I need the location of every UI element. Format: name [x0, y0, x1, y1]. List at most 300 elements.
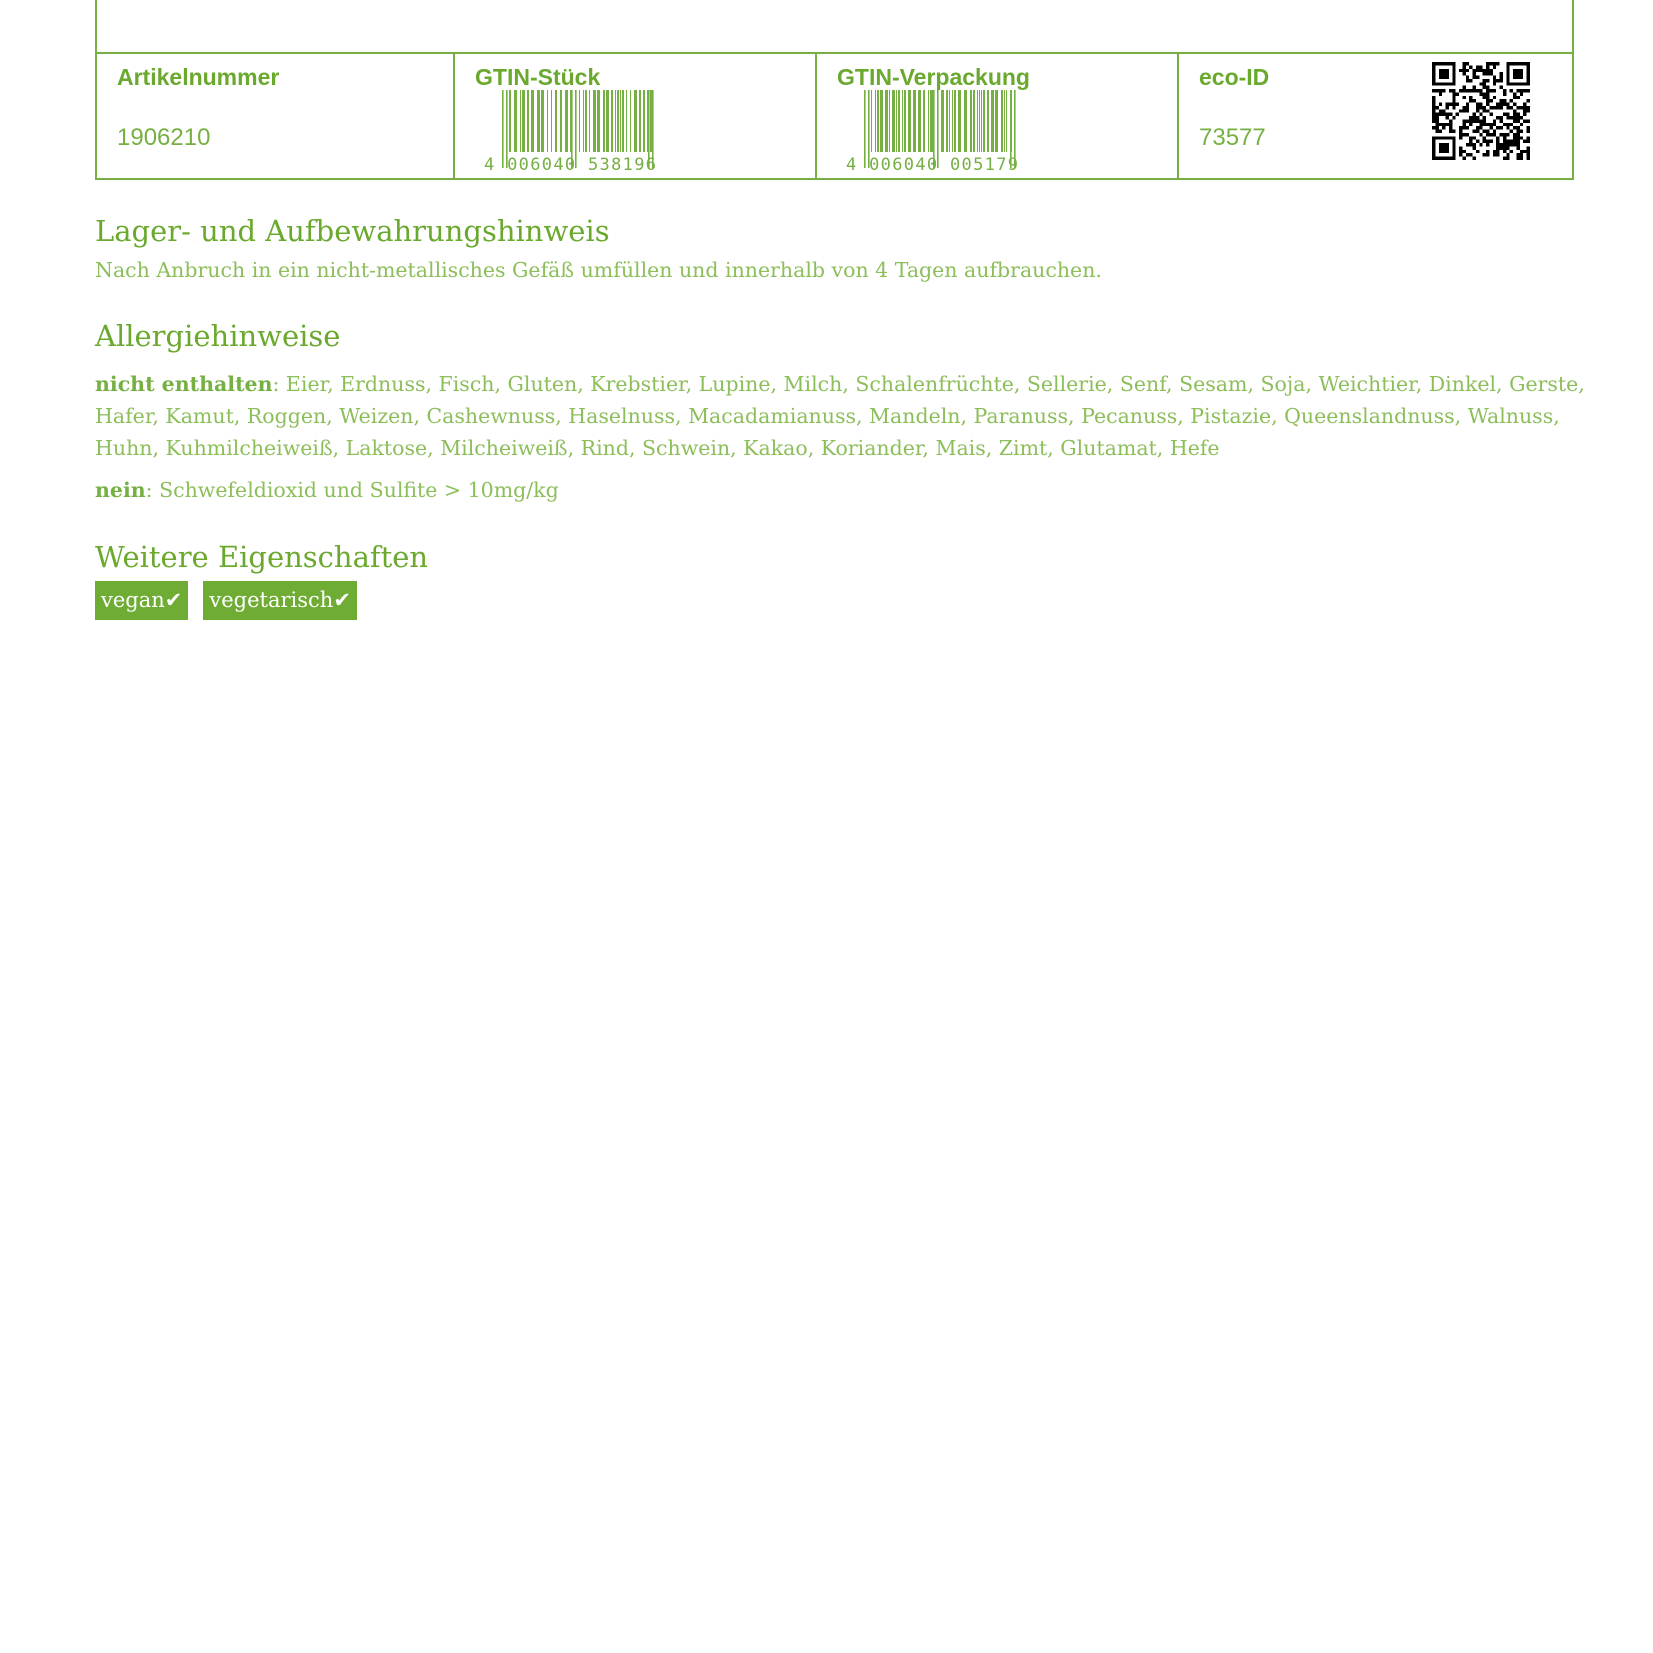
qr-module — [1510, 89, 1513, 92]
qr-module — [1466, 103, 1469, 106]
qr-module — [1452, 96, 1455, 99]
qr-module — [1493, 96, 1496, 99]
qr-module — [1439, 103, 1442, 106]
qr-module — [1459, 146, 1462, 149]
qr-module — [1486, 96, 1489, 99]
qr-module — [1449, 103, 1452, 106]
qr-module — [1473, 130, 1476, 133]
qr-module — [1506, 103, 1509, 106]
qr-module — [1486, 69, 1489, 72]
qr-module — [1513, 119, 1516, 122]
qr-module — [1489, 113, 1492, 116]
qr-module — [1483, 123, 1486, 126]
qr-module — [1459, 89, 1462, 92]
qr-module — [1432, 116, 1435, 119]
barcode-bar — [617, 90, 619, 152]
qr-module — [1476, 150, 1479, 153]
qr-module — [1500, 146, 1503, 149]
qr-module — [1516, 106, 1519, 109]
qr-module — [1439, 113, 1442, 116]
barcode-bar — [977, 90, 978, 152]
barcode-bar — [547, 90, 548, 152]
qr-module — [1442, 123, 1445, 126]
qr-module — [1469, 89, 1472, 92]
qr-module — [1473, 86, 1476, 89]
qr-module — [1503, 133, 1506, 136]
qr-module — [1503, 89, 1506, 92]
qr-module — [1496, 116, 1499, 119]
qr-module — [1435, 106, 1438, 109]
qr-module — [1516, 153, 1519, 156]
qr-module — [1520, 89, 1523, 92]
qr-module — [1486, 123, 1489, 126]
qr-module — [1503, 140, 1506, 143]
qr-module — [1506, 106, 1509, 109]
qr-module — [1516, 89, 1519, 92]
qr-module — [1486, 130, 1489, 133]
qr-module — [1446, 123, 1449, 126]
qr-module — [1446, 106, 1449, 109]
barcode-bar — [1006, 90, 1007, 152]
qr-module — [1469, 119, 1472, 122]
qr-module — [1469, 140, 1472, 143]
qr-module — [1500, 116, 1503, 119]
qr-module — [1496, 103, 1499, 106]
qr-module — [1496, 62, 1499, 65]
qr-module — [1486, 143, 1489, 146]
qr-module — [1523, 106, 1526, 109]
qr-module — [1500, 103, 1503, 106]
qr-module — [1435, 123, 1438, 126]
gtin-package-label: GTIN-Verpackung — [837, 64, 1030, 90]
qr-module — [1489, 140, 1492, 143]
qr-module — [1489, 72, 1492, 75]
qr-module — [1469, 65, 1472, 68]
barcode-bar — [889, 90, 890, 152]
qr-module — [1466, 133, 1469, 136]
barcode-bar — [987, 90, 989, 152]
qr-module — [1479, 143, 1482, 146]
qr-module — [1473, 116, 1476, 119]
qr-module — [1466, 89, 1469, 92]
qr-module — [1476, 103, 1479, 106]
qr-module — [1473, 119, 1476, 122]
qr-module — [1469, 143, 1472, 146]
qr-module — [1473, 69, 1476, 72]
qr-module — [1520, 106, 1523, 109]
qr-module — [1462, 109, 1465, 112]
qr-module — [1479, 103, 1482, 106]
qr-module — [1496, 136, 1499, 139]
qr-module — [1469, 79, 1472, 82]
not-contained-list: : Eier, Erdnuss, Fisch, Gluten, Krebstier, Lupine, Milch, Schalenfrüchte, Sellerie, Senf, Sesam, Soja, Weichtier, Dinkel, Gerste, Hafer, Kamut, Roggen, Weizen, Cashewnuss, Haselnuss, Macadamianuss, Mandeln, Paranuss, Pecanuss, Pistazie, Queenslandnuss, Walnuss, Huhn, Kuhmilcheiweiß, Laktose, Milcheiweiß, Rind, Schwein, Kakao, Koriander, Mais, Zimt, Glutamat, Hefe — [95, 372, 1585, 460]
qr-module — [1506, 123, 1509, 126]
qr-module — [1442, 89, 1445, 92]
barcode-digits: 4 006040 538196 — [484, 155, 656, 172]
barcode-bar — [650, 90, 652, 152]
qr-module — [1459, 126, 1462, 129]
qr-module — [1523, 119, 1526, 122]
qr-module — [1510, 123, 1513, 126]
qr-module — [1516, 116, 1519, 119]
barcode-bar — [541, 90, 544, 152]
qr-module — [1435, 89, 1438, 92]
qr-module — [1479, 92, 1482, 95]
qr-module — [1479, 69, 1482, 72]
qr-module — [1483, 153, 1486, 156]
qr-module — [1449, 123, 1452, 126]
qr-module — [1516, 146, 1519, 149]
qr-module — [1523, 89, 1526, 92]
qr-module — [1476, 76, 1479, 79]
barcode-bar — [531, 90, 534, 152]
eco-id-value: 73577 — [1199, 124, 1266, 151]
qr-module — [1510, 106, 1513, 109]
barcode-bar — [949, 90, 950, 152]
qr-module — [1442, 126, 1445, 129]
qr-module — [1527, 130, 1530, 133]
barcode-bar — [958, 90, 961, 152]
barcode-bar — [898, 90, 900, 152]
qr-module — [1459, 136, 1462, 139]
qr-module — [1520, 157, 1523, 160]
qr-module — [1486, 86, 1489, 89]
qr-module — [1516, 136, 1519, 139]
qr-module — [1473, 76, 1476, 79]
qr-module — [1432, 126, 1435, 129]
barcode-bar — [626, 90, 627, 152]
qr-module — [1483, 116, 1486, 119]
qr-module — [1432, 103, 1435, 106]
qr-module — [1486, 89, 1489, 92]
qr-module — [1496, 106, 1499, 109]
qr-module — [1446, 116, 1449, 119]
barcode-bar — [514, 90, 517, 152]
qr-module — [1459, 153, 1462, 156]
qr-module — [1449, 113, 1452, 116]
qr-module — [1432, 89, 1435, 92]
qr-module — [1503, 103, 1506, 106]
qr-module — [1449, 130, 1452, 133]
qr-module — [1493, 119, 1496, 122]
qr-module — [1476, 89, 1479, 92]
barcode-bar — [979, 90, 980, 152]
qr-module — [1527, 150, 1530, 153]
qr-module — [1466, 126, 1469, 129]
qr-module — [1503, 123, 1506, 126]
barcode-bar — [520, 90, 521, 152]
qr-module — [1466, 69, 1469, 72]
barcode-bar — [1001, 90, 1003, 152]
qr-module — [1459, 130, 1462, 133]
qr-module — [1435, 130, 1438, 133]
barcode-bar — [522, 90, 525, 152]
qr-module — [1489, 99, 1492, 102]
qr-module — [1483, 79, 1486, 82]
qr-module — [1513, 136, 1516, 139]
qr-module — [1486, 65, 1489, 68]
qr-module — [1462, 123, 1465, 126]
qr-module — [1500, 143, 1503, 146]
qr-module — [1483, 96, 1486, 99]
qr-module — [1506, 113, 1509, 116]
eco-id-label: eco-ID — [1199, 64, 1270, 90]
barcode-bar — [643, 90, 645, 152]
barcode-bar — [877, 90, 879, 152]
qr-module — [1439, 143, 1449, 153]
article-number-label: Artikelnummer — [117, 64, 280, 90]
qr-module — [1503, 143, 1506, 146]
qr-module — [1500, 72, 1503, 75]
qr-module — [1486, 109, 1489, 112]
qr-module — [1486, 153, 1489, 156]
qr-module — [1496, 143, 1499, 146]
gtin-piece-barcode — [482, 90, 662, 172]
qr-module — [1516, 130, 1519, 133]
qr-module — [1446, 113, 1449, 116]
qr-module — [1476, 109, 1479, 112]
qr-module — [1496, 146, 1499, 149]
qr-module — [1452, 106, 1455, 109]
barcode-bar — [970, 90, 972, 152]
qr-module — [1469, 116, 1472, 119]
qr-module — [1479, 106, 1482, 109]
qr-module — [1493, 123, 1496, 126]
qr-module — [1462, 126, 1465, 129]
qr-module — [1462, 96, 1465, 99]
barcode-bar — [579, 90, 580, 152]
qr-module — [1510, 140, 1513, 143]
allergens-not-contained — [95, 368, 1585, 464]
barcode-bar — [593, 90, 596, 152]
qr-module — [1466, 153, 1469, 156]
qr-module — [1432, 109, 1435, 112]
qr-module — [1506, 146, 1509, 149]
qr-module — [1527, 153, 1530, 156]
qr-module — [1469, 136, 1472, 139]
qr-module — [1486, 62, 1489, 65]
barcode-bar — [875, 90, 876, 152]
qr-module — [1496, 79, 1499, 82]
qr-module — [1473, 99, 1476, 102]
qr-module — [1527, 136, 1530, 139]
qr-module — [1476, 119, 1479, 122]
qr-module — [1473, 72, 1476, 75]
qr-module — [1432, 113, 1435, 116]
not-contained-label: nicht enthalten — [95, 372, 273, 396]
qr-module — [1489, 126, 1492, 129]
qr-module — [1500, 106, 1503, 109]
qr-module — [1432, 106, 1435, 109]
qr-module — [1476, 69, 1479, 72]
page-frame — [95, 0, 1574, 54]
qr-module — [1456, 113, 1459, 116]
qr-code-icon — [1432, 62, 1530, 160]
qr-module — [1462, 106, 1465, 109]
qr-module — [1516, 96, 1519, 99]
barcode-bar — [551, 90, 552, 152]
qr-module — [1473, 113, 1476, 116]
barcode-bar — [565, 90, 568, 152]
barcode-bar — [892, 90, 895, 152]
qr-module — [1516, 113, 1519, 116]
qr-module — [1432, 96, 1435, 99]
qr-module — [1473, 136, 1476, 139]
qr-module — [1452, 103, 1455, 106]
qr-module — [1486, 79, 1489, 82]
barcode-bar — [585, 90, 587, 152]
qr-module — [1483, 106, 1486, 109]
qr-module — [1496, 126, 1499, 129]
qr-module — [1459, 150, 1462, 153]
qr-module — [1473, 157, 1476, 160]
barcode-bar — [964, 90, 967, 152]
qr-module — [1516, 140, 1519, 143]
qr-module — [1435, 119, 1438, 122]
qr-module — [1513, 92, 1516, 95]
qr-module — [1493, 62, 1496, 65]
barcode-bar — [622, 90, 624, 152]
barcode-bar — [991, 90, 994, 152]
qr-module — [1510, 116, 1513, 119]
barcode-bar — [952, 90, 953, 152]
barcode-bar — [902, 90, 903, 152]
qr-module — [1516, 119, 1519, 122]
qr-module — [1527, 140, 1530, 143]
barcode-bar — [606, 90, 609, 152]
barcode-bar — [981, 90, 982, 152]
article-number-value: 1906210 — [117, 124, 211, 151]
qr-module — [1493, 76, 1496, 79]
qr-module — [1527, 119, 1530, 122]
qr-module — [1489, 106, 1492, 109]
barcode-bar — [908, 90, 911, 152]
properties-title: Weitere Eigenschaften — [95, 540, 429, 574]
qr-module — [1520, 136, 1523, 139]
qr-module — [1483, 109, 1486, 112]
qr-module — [1479, 82, 1482, 85]
qr-module — [1479, 65, 1482, 68]
qr-module — [1483, 119, 1486, 122]
qr-module — [1479, 119, 1482, 122]
qr-module — [1483, 130, 1486, 133]
qr-module — [1493, 79, 1496, 82]
qr-module — [1506, 153, 1509, 156]
qr-module — [1483, 92, 1486, 95]
qr-module — [1483, 140, 1486, 143]
qr-module — [1493, 130, 1496, 133]
qr-module — [1479, 89, 1482, 92]
qr-module — [1466, 143, 1469, 146]
qr-module — [1459, 69, 1462, 72]
qr-module — [1493, 65, 1496, 68]
qr-module — [1523, 109, 1526, 112]
qr-module — [1462, 62, 1465, 65]
gtin-package-barcode — [844, 90, 1024, 172]
qr-module — [1520, 92, 1523, 95]
barcode-bar — [611, 90, 613, 152]
qr-module — [1466, 76, 1469, 79]
qr-module — [1513, 69, 1523, 79]
qr-module — [1516, 133, 1519, 136]
qr-module — [1500, 86, 1503, 89]
qr-module — [1503, 146, 1506, 149]
barcode-bar — [954, 90, 956, 152]
barcode-bar — [928, 90, 929, 152]
qr-module — [1513, 126, 1516, 129]
qr-module — [1479, 126, 1482, 129]
barcode-bar — [555, 90, 557, 152]
barcode-bar — [527, 90, 529, 152]
qr-module — [1527, 89, 1530, 92]
barcode-bar — [509, 90, 511, 152]
qr-module — [1510, 99, 1513, 102]
qr-module — [1523, 140, 1526, 143]
barcode-bar — [597, 90, 600, 152]
qr-module — [1483, 86, 1486, 89]
qr-module — [1496, 150, 1499, 153]
qr-module — [1479, 133, 1482, 136]
qr-module — [1513, 113, 1516, 116]
qr-module — [1462, 133, 1465, 136]
barcode-bar — [918, 90, 921, 152]
qr-module — [1466, 62, 1469, 65]
qr-module — [1503, 113, 1506, 116]
qr-module — [1523, 150, 1526, 153]
qr-module — [1442, 109, 1445, 112]
qr-module — [1527, 99, 1530, 102]
qr-module — [1435, 113, 1438, 116]
qr-module — [1503, 99, 1506, 102]
qr-module — [1439, 92, 1442, 95]
qr-module — [1486, 133, 1489, 136]
qr-module — [1432, 99, 1435, 102]
qr-module — [1516, 143, 1519, 146]
qr-module — [1513, 143, 1516, 146]
sulfites-text: : Schwefeldioxid und Sulfite > 10mg/kg — [145, 478, 559, 502]
barcode-bar — [634, 90, 637, 152]
qr-module — [1439, 69, 1449, 79]
barcode-bar — [560, 90, 562, 152]
qr-module — [1459, 133, 1462, 136]
eco-id-cell — [1177, 54, 1572, 178]
qr-module — [1527, 106, 1530, 109]
qr-module — [1476, 65, 1479, 68]
qr-module — [1469, 123, 1472, 126]
qr-module — [1527, 126, 1530, 129]
qr-module — [1452, 99, 1455, 102]
barcode-bar — [871, 90, 872, 152]
qr-module — [1496, 140, 1499, 143]
qr-module — [1513, 96, 1516, 99]
qr-module — [1513, 140, 1516, 143]
qr-module — [1462, 72, 1465, 75]
barcode-bar — [639, 90, 641, 152]
qr-module — [1486, 72, 1489, 75]
qr-module — [1503, 150, 1506, 153]
qr-module — [1489, 123, 1492, 126]
qr-module — [1462, 89, 1465, 92]
article-number-cell — [97, 54, 453, 178]
qr-module — [1483, 72, 1486, 75]
qr-module — [1483, 82, 1486, 85]
qr-module — [1479, 123, 1482, 126]
qr-module — [1483, 136, 1486, 139]
qr-module — [1473, 146, 1476, 149]
barcode-bar — [973, 90, 975, 152]
qr-module — [1506, 133, 1509, 136]
barcode-bar — [620, 90, 621, 152]
